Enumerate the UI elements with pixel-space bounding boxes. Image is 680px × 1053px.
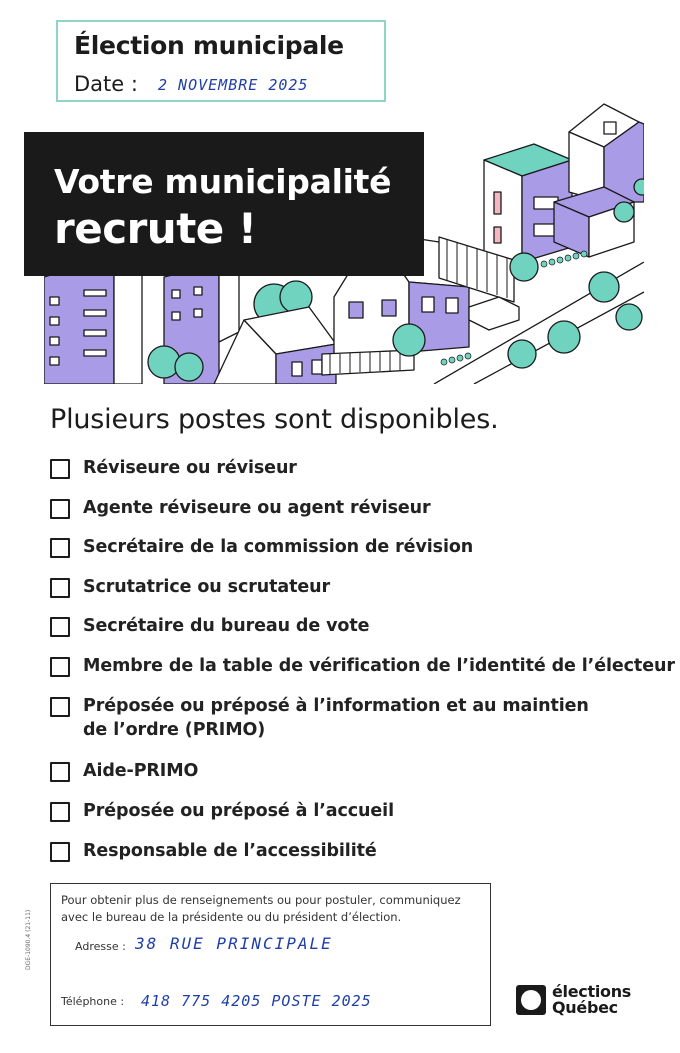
position-label: Responsable de l’accessibilité: [83, 841, 377, 861]
position-label: Agente réviseure ou agent réviseur: [83, 498, 431, 518]
position-checkbox[interactable]: [50, 762, 70, 782]
position-label: Secrétaire du bureau de vote: [83, 616, 370, 636]
headline-line-1: Votre municipalité: [54, 162, 392, 201]
recruitment-headline-box: [24, 132, 424, 276]
elections-quebec-logo: [516, 984, 631, 1016]
position-item: [50, 839, 377, 863]
position-checkbox[interactable]: [50, 499, 70, 519]
position-checkbox[interactable]: [50, 538, 70, 558]
position-item: [50, 575, 330, 599]
phone-label: Téléphone :: [61, 995, 125, 1008]
logo-text: élections Québec: [552, 982, 632, 1017]
position-label: Membre de la table de vérification de l’identité de l’électeur: [83, 656, 675, 676]
address-handwritten-value: 38 RUE PRINCIPALE: [135, 934, 333, 953]
position-label: Réviseure ou réviseur: [83, 458, 297, 478]
date-handwritten-value: 2 NOVEMBRE 2025: [158, 76, 309, 94]
position-item: [50, 799, 394, 823]
headline-line-2: recrute !: [54, 204, 257, 253]
position-checkbox[interactable]: [50, 459, 70, 479]
position-label: Préposée ou préposé à l’accueil: [83, 801, 394, 821]
election-title: Élection municipale: [74, 31, 344, 60]
position-checkbox[interactable]: [50, 842, 70, 862]
position-item: [50, 654, 675, 678]
contact-instructions: Pour obtenir plus de renseignements ou pour postuler, communiquez avec le bureau de la présidente ou du président d’élection.: [61, 893, 461, 924]
position-checkbox[interactable]: [50, 697, 70, 717]
position-checkbox[interactable]: [50, 617, 70, 637]
elections-quebec-logo-icon: [516, 985, 546, 1015]
position-label: Aide-PRIMO: [83, 761, 199, 781]
election-info-box: [56, 20, 386, 102]
phone-handwritten-value: 418 775 4205 POSTE 2025: [141, 992, 372, 1010]
positions-heading: Plusieurs postes sont disponibles.: [50, 404, 499, 435]
position-label: Scrutatrice ou scrutateur: [83, 577, 331, 597]
position-item: [50, 456, 297, 480]
date-label: Date :: [74, 72, 138, 96]
position-label: Secrétaire de la commission de révision: [83, 537, 474, 557]
position-label: Préposée ou préposé à l’information et au maintien de l’ordre (PRIMO): [83, 696, 589, 740]
position-item: [50, 759, 198, 783]
position-checkbox[interactable]: [50, 802, 70, 822]
position-item: [50, 694, 589, 742]
position-item: [50, 535, 473, 559]
position-item: [50, 614, 369, 638]
position-item: [50, 496, 431, 520]
document-code: DGE-1090.4 (21-11): [25, 909, 32, 970]
position-checkbox[interactable]: [50, 657, 70, 677]
address-label: Adresse :: [75, 940, 126, 953]
contact-info-box: [50, 883, 491, 1026]
position-checkbox[interactable]: [50, 578, 70, 598]
